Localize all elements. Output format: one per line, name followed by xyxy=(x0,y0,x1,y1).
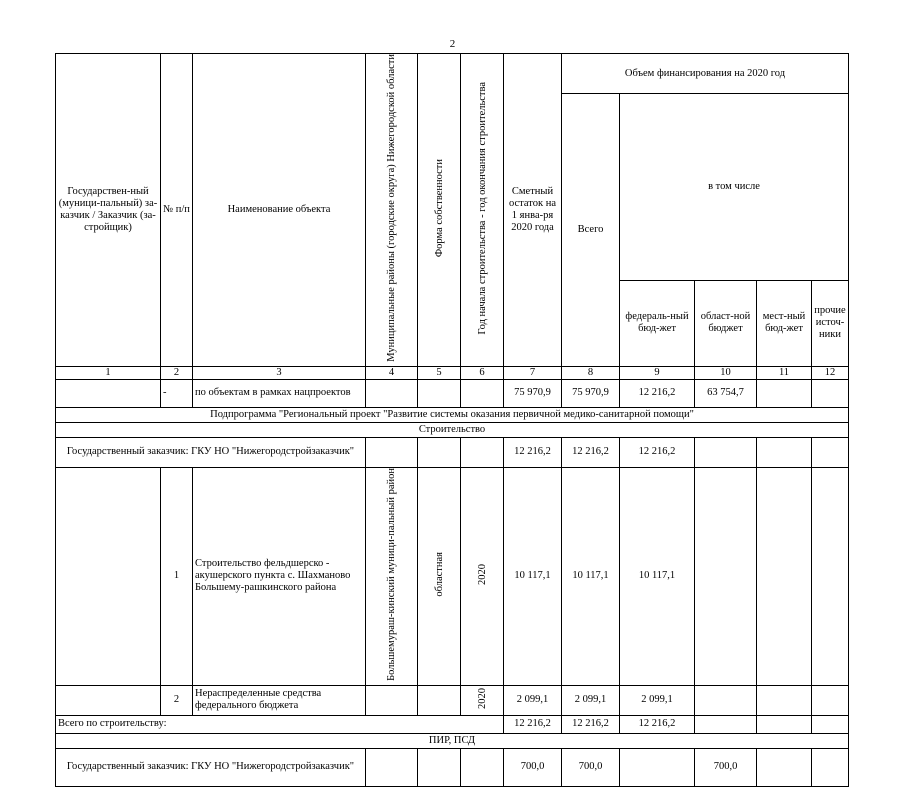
table-row-total xyxy=(56,715,849,733)
col-num: 4 xyxy=(366,366,418,379)
cell-c8: 10 117,1 xyxy=(562,467,620,685)
construction-title: Строительство xyxy=(56,422,849,437)
row-year xyxy=(461,467,504,685)
cell-c7: 12 216,2 xyxy=(504,715,562,733)
col-num: 6 xyxy=(461,366,504,379)
row-name: Всего по строительству: xyxy=(56,715,504,733)
cell-c9: 10 117,1 xyxy=(620,467,695,685)
cell-c7: 700,0 xyxy=(504,748,562,786)
cell-c10: 63 754,7 xyxy=(695,379,757,407)
cell-c9: 12 216,2 xyxy=(620,437,695,467)
header-regional: област-ной бюджет xyxy=(695,280,757,366)
table-row-customer xyxy=(56,748,849,786)
header-federal: федераль-ный бюд-жет xyxy=(620,280,695,366)
col-num: 7 xyxy=(504,366,562,379)
cell-c8: 12 216,2 xyxy=(562,437,620,467)
page-number: 2 xyxy=(449,38,456,50)
cell-c8: 75 970,9 xyxy=(562,379,620,407)
col-num: 3 xyxy=(193,366,366,379)
construction-row xyxy=(56,422,849,437)
subprogram-row xyxy=(56,407,849,422)
header-other: прочие источ-ники xyxy=(812,280,849,366)
row-district xyxy=(366,467,418,685)
row-name: Нераспределенные средства федерального бюджета xyxy=(193,685,366,715)
row-district-text: Большемураш-кинский муници-пальный район xyxy=(386,467,397,681)
header-districts xyxy=(366,54,418,367)
cell-c8: 12 216,2 xyxy=(562,715,620,733)
col-num: 9 xyxy=(620,366,695,379)
row-name: Государственный заказчик: ГКУ НО "Нижегородстройзаказчик" xyxy=(56,748,366,786)
table-row-item xyxy=(56,467,849,685)
table-row-natproj xyxy=(56,379,849,407)
row-name: Строительство фельдшерско - акушерского пункта с. Шахманово Большему-рашкинского района xyxy=(193,467,366,685)
row-num: 2 xyxy=(161,685,193,715)
cell-c10: 700,0 xyxy=(695,748,757,786)
row-ownership-text: областная xyxy=(433,551,445,597)
header-local: мест-ный бюд-жет xyxy=(757,280,812,366)
col-num: 1 xyxy=(56,366,161,379)
pir-row xyxy=(56,733,849,748)
header-object-name: Наименование объекта xyxy=(193,54,366,367)
column-numbers-row xyxy=(56,366,849,379)
pir-title: ПИР, ПСД xyxy=(56,733,849,748)
financing-table xyxy=(55,53,849,787)
header-customer: Государствен-ный (муници-пальный) за-казчик / Заказчик (за-стройщик) xyxy=(56,54,161,367)
row-name: по объектам в рамках нацпроектов xyxy=(193,379,366,407)
cell-c7: 12 216,2 xyxy=(504,437,562,467)
header-years xyxy=(461,54,504,367)
header-ownership xyxy=(418,54,461,367)
cell-c8: 2 099,1 xyxy=(562,685,620,715)
cell-c9: 12 216,2 xyxy=(620,715,695,733)
header-including: в том числе xyxy=(620,94,849,281)
row-num: - xyxy=(161,379,193,407)
header-ownership-text: Форма собственности xyxy=(433,158,445,257)
table-row-item xyxy=(56,685,849,715)
table-row-customer xyxy=(56,437,849,467)
col-num: 8 xyxy=(562,366,620,379)
col-num: 5 xyxy=(418,366,461,379)
row-ownership xyxy=(418,467,461,685)
header-districts-text: Муниципальные районы (городские округа) Нижегородской области xyxy=(386,54,397,362)
subprogram-title: Подпрограмма "Региональный проект "Развитие системы оказания первичной медико-санитарной помощи" xyxy=(56,407,849,422)
header-number: № п/п xyxy=(161,54,193,367)
col-num: 2 xyxy=(161,366,193,379)
cell-c7: 75 970,9 xyxy=(504,379,562,407)
col-num: 12 xyxy=(812,366,849,379)
row-num: 1 xyxy=(161,467,193,685)
cell-c7: 2 099,1 xyxy=(504,685,562,715)
header-estimate-balance: Сметный остаток на 1 янва-ря 2020 года xyxy=(504,54,562,367)
header-funding-volume: Объем финансирования на 2020 год xyxy=(562,54,849,94)
row-year-text: 2020 xyxy=(476,687,488,709)
cell-c7: 10 117,1 xyxy=(504,467,562,685)
cell-c9: 12 216,2 xyxy=(620,379,695,407)
header-total: Всего xyxy=(562,94,620,367)
header-years-text: Год начала строительства - год окончания строительства xyxy=(476,81,488,335)
row-name: Государственный заказчик: ГКУ НО "Нижегородстройзаказчик" xyxy=(56,437,366,467)
col-num: 10 xyxy=(695,366,757,379)
row-year-text: 2020 xyxy=(476,563,488,585)
col-num: 11 xyxy=(757,366,812,379)
cell-c8: 700,0 xyxy=(562,748,620,786)
row-year xyxy=(461,685,504,715)
cell-c9: 2 099,1 xyxy=(620,685,695,715)
